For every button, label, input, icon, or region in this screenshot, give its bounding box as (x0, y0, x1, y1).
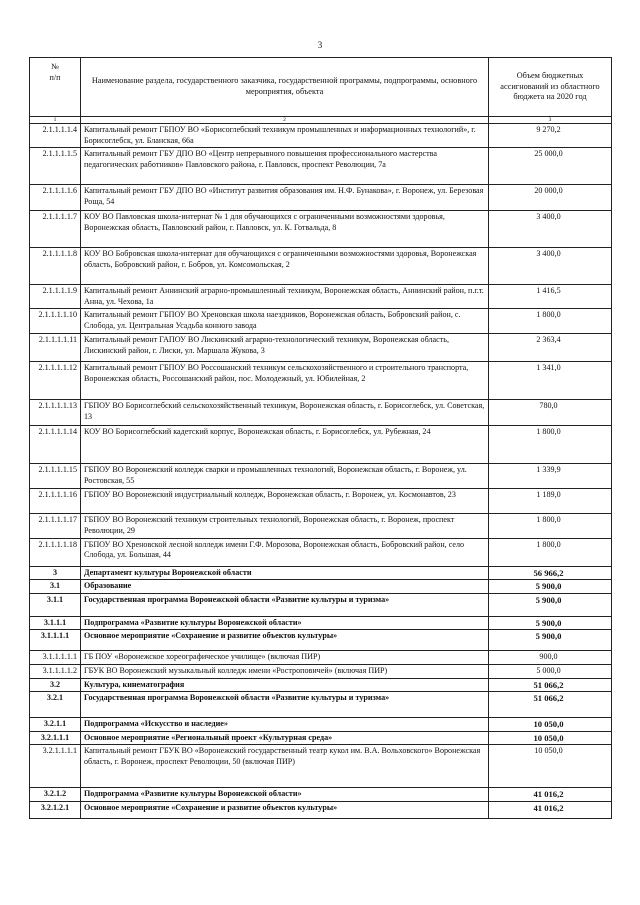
row-number: 2.1.1.1.1.9 (30, 285, 81, 309)
header-name: Наименование раздела, государственного заказчика, государственной программы, подпрограммы, основного мероприятия, объекта (81, 58, 489, 117)
row-name: Основное мероприятие «Региональный проект «Культурная среда» (81, 731, 489, 745)
table-row (30, 616, 612, 630)
row-name: Основное мероприятие «Сохранение и развитие объектов культуры» (81, 802, 489, 819)
row-number: 2.1.1.1.1.12 (30, 362, 81, 400)
row-amount: 5 900,0 (489, 616, 612, 630)
row-number: 3.1.1.1.1.1 (30, 651, 81, 665)
column-number-1: 1 (30, 117, 81, 124)
row-name: Подпрограмма «Развитие культуры Воронежской области» (81, 788, 489, 802)
row-number: 2.1.1.1.1.4 (30, 124, 81, 148)
row-number: 2.1.1.1.1.10 (30, 309, 81, 334)
table-row (30, 630, 612, 651)
row-name: Капитальный ремонт ГБУК ВО «Воронежский государственный театр кукол им. В.А. Вольховского» Воронежская область, г. Воронеж, проспект Революции, 50 (включая ПИР) (81, 745, 489, 788)
row-amount: 51 066,2 (489, 678, 612, 692)
row-amount: 1 341,0 (489, 362, 612, 400)
column-number-3: 3 (489, 117, 612, 124)
row-number: 3.2.1 (30, 692, 81, 718)
row-name: ГБПОУ ВО Воронежский индустриальный колледж, Воронежская область, г. Воронеж, ул. Космонавтов, 23 (81, 489, 489, 514)
row-number: 2.1.1.1.1.11 (30, 334, 81, 362)
row-name: Капитальный ремонт ГБУ ДПО ВО «Институт развития образования им. Н.Ф. Бунакова», г. Воронеж, ул. Березовая Роща, 54 (81, 185, 489, 211)
row-amount: 2 363,4 (489, 334, 612, 362)
row-amount: 3 400,0 (489, 211, 612, 248)
row-name: Культура, кинематография (81, 678, 489, 692)
row-number: 3.2.1.2 (30, 788, 81, 802)
table-row (30, 248, 612, 285)
row-amount: 1 189,0 (489, 489, 612, 514)
row-number: 3.2.1.2.1 (30, 802, 81, 819)
row-name: КОУ ВО Борисоглебский кадетский корпус, Воронежская область, г. Борисоглебск, ул. Рубежная, 24 (81, 426, 489, 464)
table-row (30, 745, 612, 788)
table-row (30, 400, 612, 426)
row-number: 3.2.1.1 (30, 718, 81, 732)
row-name: ГБПОУ ВО Борисоглебский сельскохозяйственный техникум, Воронежская область, г. Борисоглебск, ул. Советская, 13 (81, 400, 489, 426)
row-amount: 9 270,2 (489, 124, 612, 148)
row-amount: 5 000,0 (489, 664, 612, 678)
row-amount: 1 800,0 (489, 426, 612, 464)
row-amount: 5 900,0 (489, 593, 612, 616)
row-number: 3 (30, 566, 81, 580)
row-number: 3.1 (30, 580, 81, 594)
row-number: 2.1.1.1.1.6 (30, 185, 81, 211)
table-row (30, 692, 612, 718)
column-number-2: 2 (81, 117, 489, 124)
row-number: 3.1.1.1.1 (30, 630, 81, 651)
row-number: 2.1.1.1.1.13 (30, 400, 81, 426)
row-amount: 1 800,0 (489, 538, 612, 566)
row-name: Государственная программа Воронежской области «Развитие культуры и туризма» (81, 593, 489, 616)
row-name: ГБПОУ ВО Воронежский колледж сварки и промышленных технологий, Воронежская область, г. Воронеж, ул. Ростовская, 55 (81, 464, 489, 489)
table-row (30, 362, 612, 400)
table-row (30, 426, 612, 464)
row-number: 2.1.1.1.1.7 (30, 211, 81, 248)
row-number: 2.1.1.1.1.17 (30, 514, 81, 538)
row-number: 3.2.1.1.1.1 (30, 745, 81, 788)
row-name: Капитальный ремонт Аннинский аграрно-промышленный техникум, Воронежская область, Аннинский район, п.г.т. Анна, ул. Чехова, 1а (81, 285, 489, 309)
row-name: Государственная программа Воронежской области «Развитие культуры и туризма» (81, 692, 489, 718)
table-row (30, 148, 612, 185)
row-number: 2.1.1.1.1.15 (30, 464, 81, 489)
table-row (30, 514, 612, 538)
row-name: Капитальный ремонт ГБПОУ ВО «Борисоглебский техникум промышленных и информационных технологий», г. Борисоглебск, ул. Бланская, 66а (81, 124, 489, 148)
row-amount: 51 066,2 (489, 692, 612, 718)
row-number: 3.1.1.1 (30, 616, 81, 630)
table-row (30, 664, 612, 678)
row-amount: 5 900,0 (489, 630, 612, 651)
table-row (30, 124, 612, 148)
row-amount: 10 050,0 (489, 745, 612, 788)
table-row (30, 566, 612, 580)
row-name: КОУ ВО Павловская школа-интернат № 1 для обучающихся с ограниченными возможностями здоровья, Воронежская область, Павловский район, г. Павловск, ул. К. Готвальда, 8 (81, 211, 489, 248)
page-number: 3 (317, 40, 323, 50)
row-amount: 1 339,9 (489, 464, 612, 489)
table-row (30, 580, 612, 594)
row-name: Капитальный ремонт ГБПОУ ВО Хреновская школа наездников, Воронежская область, Бобровский район, с. Слобода, ул. Центральная Усадьба конного завода (81, 309, 489, 334)
row-amount: 1 800,0 (489, 514, 612, 538)
row-number: 3.2 (30, 678, 81, 692)
table-row (30, 678, 612, 692)
table-header-row (30, 58, 612, 117)
row-name: Основное мероприятие «Сохранение и развитие объектов культуры» (81, 630, 489, 651)
row-number: 3.2.1.1.1 (30, 731, 81, 745)
table-row (30, 185, 612, 211)
row-name: Подпрограмма «Искусство и наследие» (81, 718, 489, 732)
row-name: ГБПОУ ВО Хреновской лесной колледж имени Г.Ф. Морозова, Воронежская область, Бобровский район, село Слобода, ул. Большая, 44 (81, 538, 489, 566)
row-number: 3.1.1 (30, 593, 81, 616)
table-row (30, 538, 612, 566)
row-name: Капитальный ремонт ГАПОУ ВО Лискинский аграрно-технологический техникум, Воронежская область, Лискинский район, г. Лиски, ул. Маршала Жукова, 3 (81, 334, 489, 362)
row-name: Департамент культуры Воронежской области (81, 566, 489, 580)
row-name: Образование (81, 580, 489, 594)
appropriations-table (29, 57, 612, 819)
table-row (30, 464, 612, 489)
row-amount: 900,0 (489, 651, 612, 665)
row-amount: 10 050,0 (489, 731, 612, 745)
row-number: 2.1.1.1.1.16 (30, 489, 81, 514)
row-name: Подпрограмма «Развитие культуры Воронежской области» (81, 616, 489, 630)
header-amount: Объем бюджетных ассигнований из областного бюджета на 2020 год (489, 58, 612, 117)
row-name: ГБПОУ ВО Воронежский техникум строительных технологий, Воронежская область, г. Воронеж, проспект Революции, 29 (81, 514, 489, 538)
table-row (30, 593, 612, 616)
row-number: 2.1.1.1.1.8 (30, 248, 81, 285)
table-row (30, 802, 612, 819)
row-amount: 25 000,0 (489, 148, 612, 185)
row-amount: 41 016,2 (489, 788, 612, 802)
table-row (30, 788, 612, 802)
row-name: КОУ ВО Бобровская школа-интернат для обучающихся с ограниченными возможностями здоровья, Воронежская область, Бобровский район, г. Бобров, ул. Комсомольская, 2 (81, 248, 489, 285)
row-amount: 5 900,0 (489, 580, 612, 594)
table-row (30, 334, 612, 362)
row-amount: 3 400,0 (489, 248, 612, 285)
table-row (30, 651, 612, 665)
table-row (30, 731, 612, 745)
row-amount: 780,0 (489, 400, 612, 426)
table-row (30, 285, 612, 309)
header-number: № п/п (30, 58, 81, 117)
row-amount: 20 000,0 (489, 185, 612, 211)
row-name: Капитальный ремонт ГБУ ДПО ВО «Центр непрерывного повышения профессионального мастерства педагогических работников» Павловского района, г. Павловск, проспект Революции, 7а (81, 148, 489, 185)
table-row (30, 211, 612, 248)
row-name: ГБ ПОУ «Воронежское хореографическое училище» (включая ПИР) (81, 651, 489, 665)
table-body (30, 124, 612, 819)
row-name: ГБУК ВО Воронежский музыкальный колледж имени «Ростроповичей» (включая ПИР) (81, 664, 489, 678)
row-number: 3.1.1.1.1.2 (30, 664, 81, 678)
row-number: 2.1.1.1.1.18 (30, 538, 81, 566)
row-number: 2.1.1.1.1.14 (30, 426, 81, 464)
row-amount: 10 050,0 (489, 718, 612, 732)
row-amount: 1 800,0 (489, 309, 612, 334)
row-amount: 1 416,5 (489, 285, 612, 309)
row-amount: 56 966,2 (489, 566, 612, 580)
row-amount: 41 016,2 (489, 802, 612, 819)
column-number-row (30, 117, 612, 124)
table-row (30, 718, 612, 732)
row-number: 2.1.1.1.1.5 (30, 148, 81, 185)
table-row (30, 309, 612, 334)
table-row (30, 489, 612, 514)
row-name: Капитальный ремонт ГБПОУ ВО Россошанский техникум сельскохозяйственного и строительного транспорта, Воронежская область, Россошанский район, пос. Молодежный, ул. Юбилейная, 2 (81, 362, 489, 400)
